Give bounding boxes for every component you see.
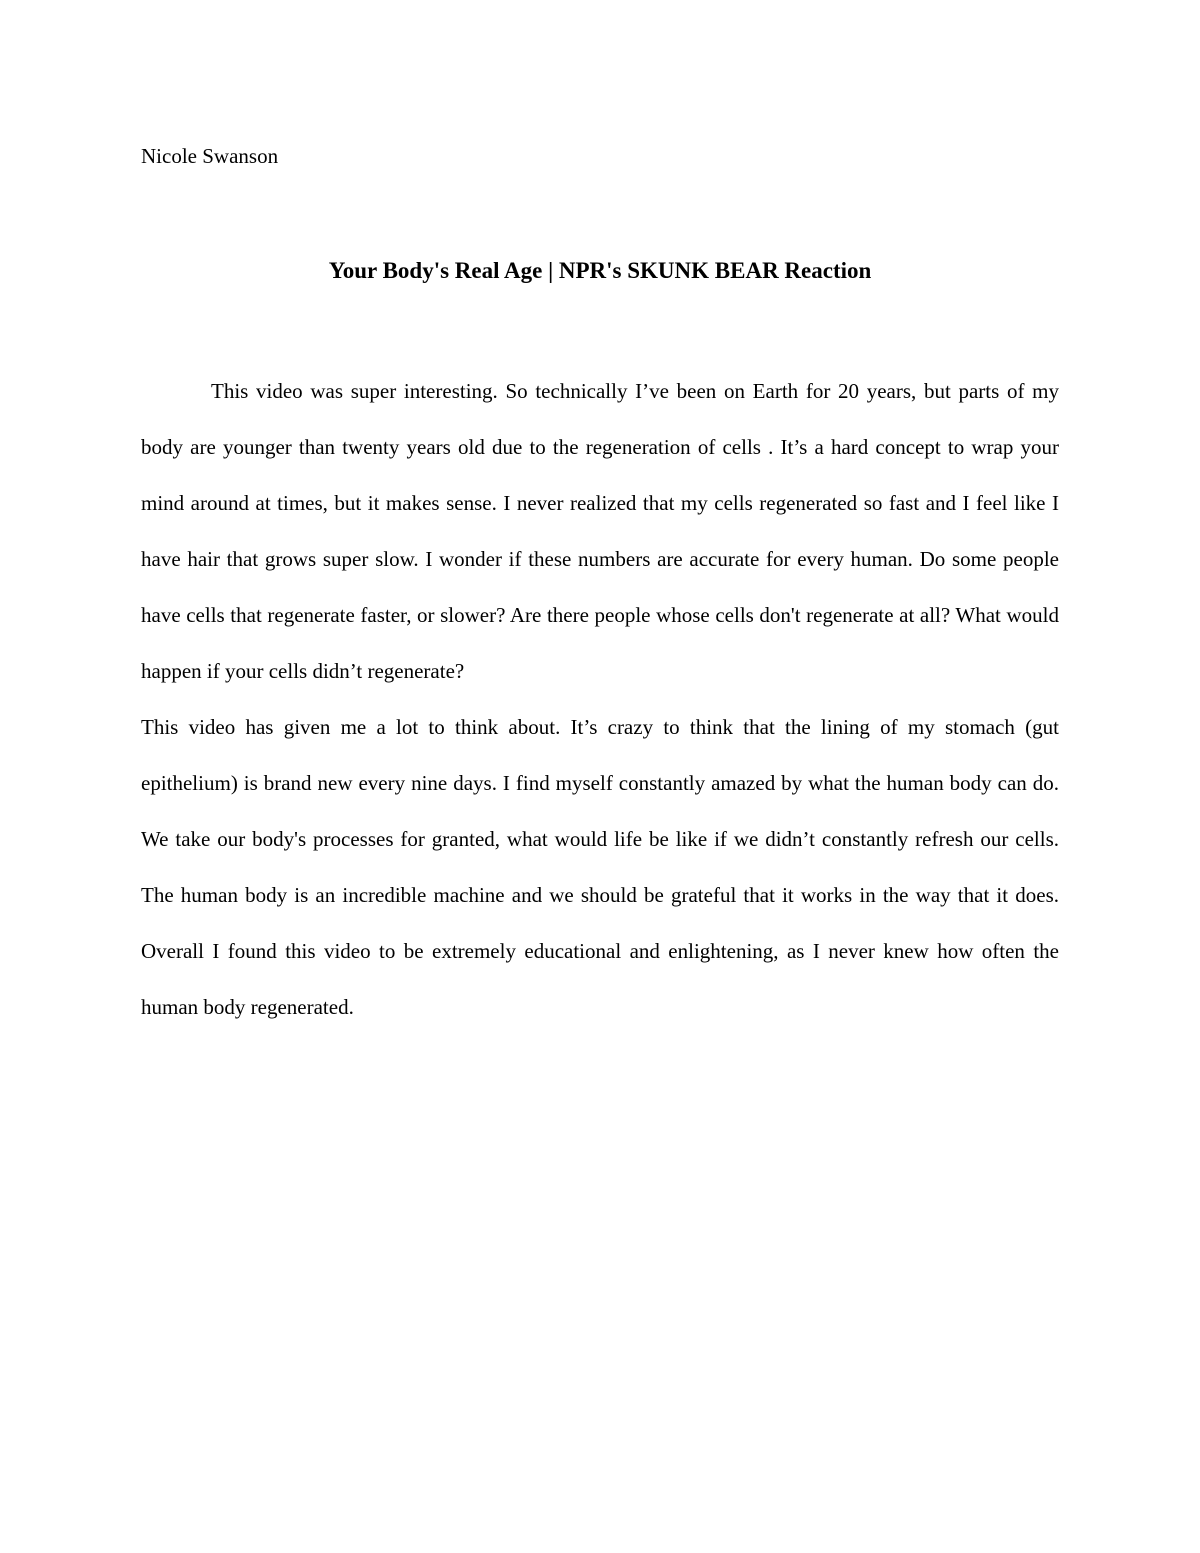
document-body (141, 363, 1059, 1035)
body-paragraph-2: This video has given me a lot to think about. It’s crazy to think that the lining of my stomach (gut epithelium) is brand new every nine days. I find myself constantly amazed by what the human body can do. We take our body's processes for granted, what would life be like if we didn’t constantly refresh our cells. The human body is an incredible machine and we should be grateful that it works in the way that it does. Overall I found this video to be extremely educational and enlightening, as I never knew how often the human body regenerated. (141, 715, 1059, 1019)
author-name: Nicole Swanson (141, 144, 279, 168)
document-title: Your Body's Real Age | NPR's SKUNK BEAR Reaction (328, 258, 872, 283)
body-paragraph-1: This video was super interesting. So technically I’ve been on Earth for 20 years, but parts of my body are younger than twenty years old due to the regeneration of cells . It’s a hard concept to wrap your mind around at times, but it makes sense. I never realized that my cells regenerated so fast and I feel like I have hair that grows super slow. I wonder if these numbers are accurate for every human. Do some people have cells that regenerate faster, or slower? Are there people whose cells don't regenerate at all? What would happen if your cells didn’t regenerate? (141, 379, 1059, 683)
